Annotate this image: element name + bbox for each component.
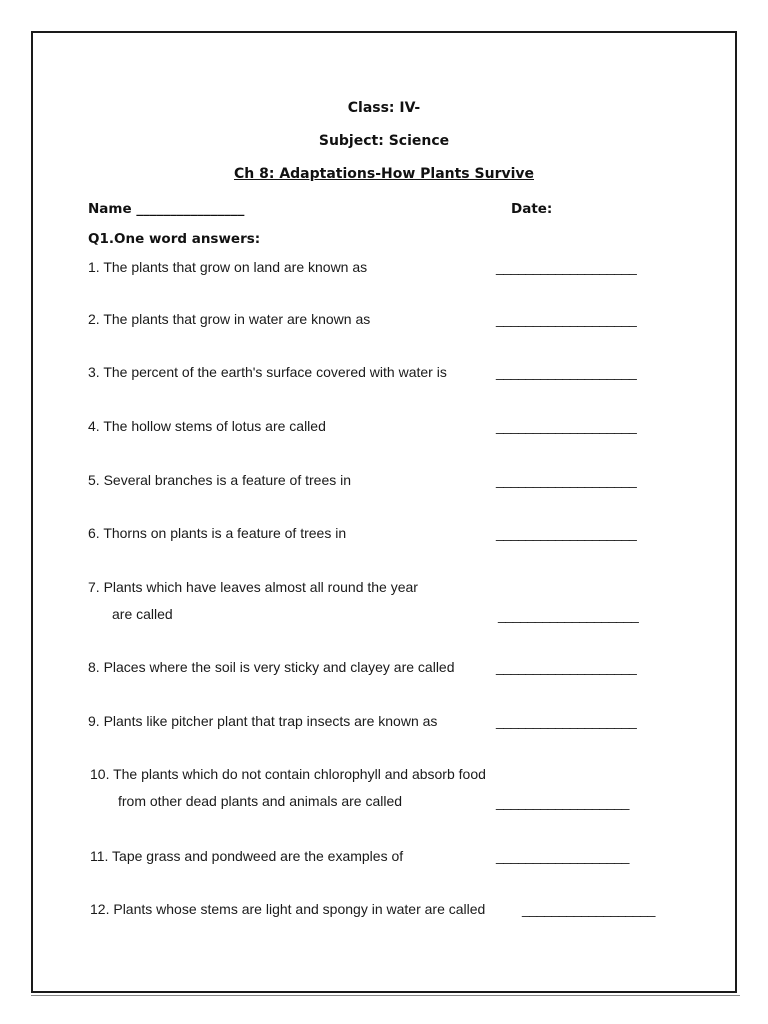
subject-line: Subject: Science [318, 133, 450, 149]
question-7-answer-blank: ___________________ [498, 607, 639, 623]
class-line: Class: IV- [347, 100, 421, 116]
question-6-text: 6. Thorns on plants is a feature of trees in [88, 525, 347, 541]
question-11-text: 11. Tape grass and pondweed are the examples of [90, 848, 404, 864]
question-2-text: 2. The plants that grow in water are known as [88, 311, 371, 327]
date-field-label: Date: [511, 201, 553, 217]
question-2-answer-blank: ___________________ [496, 311, 637, 327]
question-1-answer-blank: ___________________ [496, 259, 637, 275]
question-10-answer-blank: __________________ [496, 794, 629, 810]
question-12-answer-blank: __________________ [522, 901, 655, 917]
question-9-text: 9. Plants like pitcher plant that trap insects are known as [88, 713, 438, 729]
chapter-title: Ch 8: Adaptations-How Plants Survive [233, 166, 535, 182]
question-10-text-line-2: from other dead plants and animals are called [118, 793, 403, 809]
question-12-text: 12. Plants whose stems are light and spongy in water are called [90, 901, 486, 917]
question-3-text: 3. The percent of the earth's surface covered with water is [88, 364, 447, 380]
question-3-answer-blank: ___________________ [496, 364, 637, 380]
question-5-text: 5. Several branches is a feature of trees in [88, 472, 352, 488]
question-9-answer-blank: ___________________ [496, 713, 637, 729]
question-8-answer-blank: ___________________ [496, 659, 637, 675]
question-11-answer-blank: __________________ [496, 848, 629, 864]
question-1-text: 1. The plants that grow on land are known as [88, 259, 368, 275]
question-7-text-line-2: are called [112, 606, 173, 622]
question-5-answer-blank: ___________________ [496, 472, 637, 488]
question-4-text: 4. The hollow stems of lotus are called [88, 418, 326, 434]
question-4-answer-blank: ___________________ [496, 418, 637, 434]
question-7-text-line-1: 7. Plants which have leaves almost all round the year [88, 579, 418, 595]
name-field-label: Name ________________ [88, 201, 245, 217]
question-10-text-line-1: 10. The plants which do not contain chlorophyll and absorb food [90, 766, 486, 782]
section-heading: Q1.One word answers: [88, 231, 261, 247]
question-8-text: 8. Places where the soil is very sticky and clayey are called [88, 659, 455, 675]
question-6-answer-blank: ___________________ [496, 525, 637, 541]
